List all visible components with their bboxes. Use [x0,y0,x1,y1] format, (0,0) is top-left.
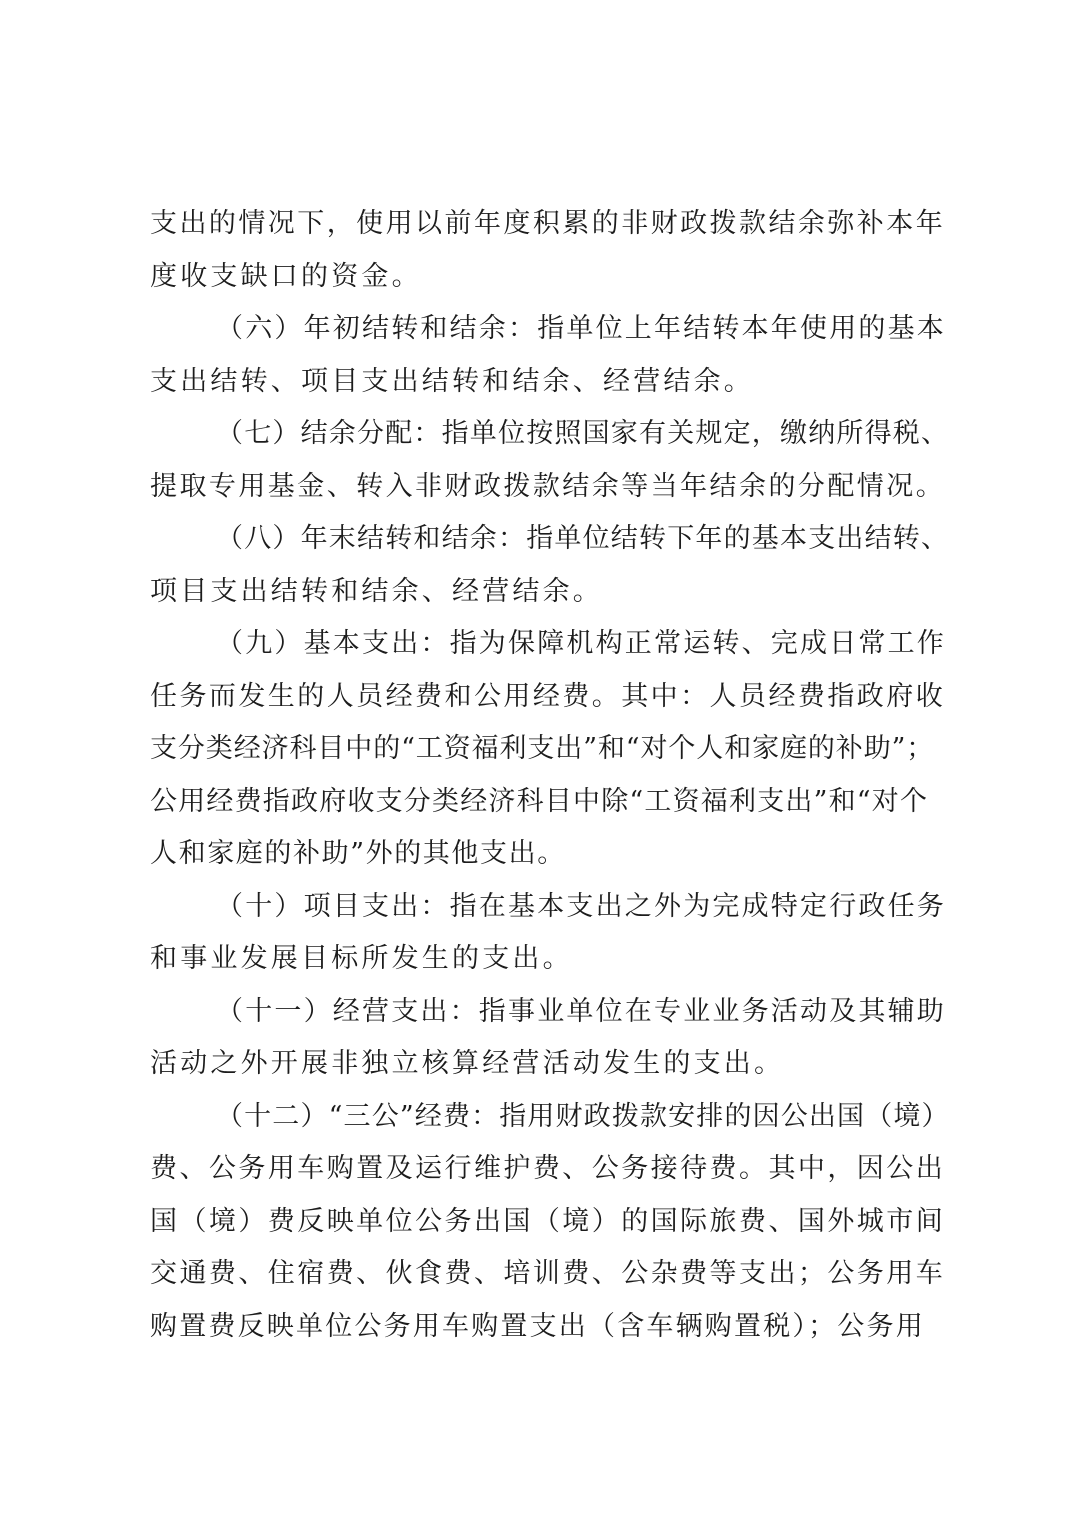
text-line: 提取专用基金、转入非财政拨款结余等当年结余的分配情况。 [150,470,946,502]
text-line: 支出的情况下，使用以前年度积累的非财政拨款结余弥补本年 [150,208,946,239]
section-10-heading-line: （十）项目支出：指在基本支出之外为完成特定行政任务 [216,890,946,922]
section-7-heading-line: （七）结余分配：指单位按照国家有关规定，缴纳所得税、 [216,418,950,449]
text-line: 度收支缺口的资金。 [150,260,422,292]
text-line: 公用经费指政府收支分类经济科目中除“工资福利支出”和“对个 [150,785,929,817]
text-line: 交通费、住宿费、伙食费、培训费、公杂费等支出；公务用车 [150,1258,946,1289]
section-12-heading-line: （十二）“三公”经费：指用财政拨款安排的因公出国（境） [216,1100,950,1132]
text-line: 活动之外开展非独立核算经营活动发生的支出。 [150,1048,785,1079]
text-line: 购置费反映单位公务用车购置支出（含车辆购置税）；公务用 [150,1310,925,1342]
text-line: 项目支出结转和结余、经营结余。 [150,575,603,607]
section-6-heading-line: （六）年初结转和结余：指单位上年结转本年使用的基本 [216,313,946,344]
text-line: 费、公务用车购置及运行维护费、公务接待费。其中，因公出 [150,1153,946,1184]
document-body [150,198,950,1353]
text-line: 任务而发生的人员经费和公用经费。其中：人员经费指政府收 [150,680,946,712]
text-line: 支分类经济科目中的“工资福利支出”和“对个人和家庭的补助”； [150,733,935,764]
text-line: 和事业发展目标所发生的支出。 [150,943,573,974]
section-9-heading-line: （九）基本支出：指为保障机构正常运转、完成日常工作 [216,628,946,659]
text-line: 人和家庭的补助”外的其他支出。 [150,838,566,869]
section-8-heading-line: （八）年末结转和结余：指单位结转下年的基本支出结转、 [216,523,950,554]
section-11-heading-line: （十一）经营支出：指事业单位在专业业务活动及其辅助 [216,995,946,1027]
text-line: 国（境）费反映单位公务出国（境）的国际旅费、国外城市间 [150,1205,946,1237]
text-line: 支出结转、项目支出结转和结余、经营结余。 [150,365,754,397]
